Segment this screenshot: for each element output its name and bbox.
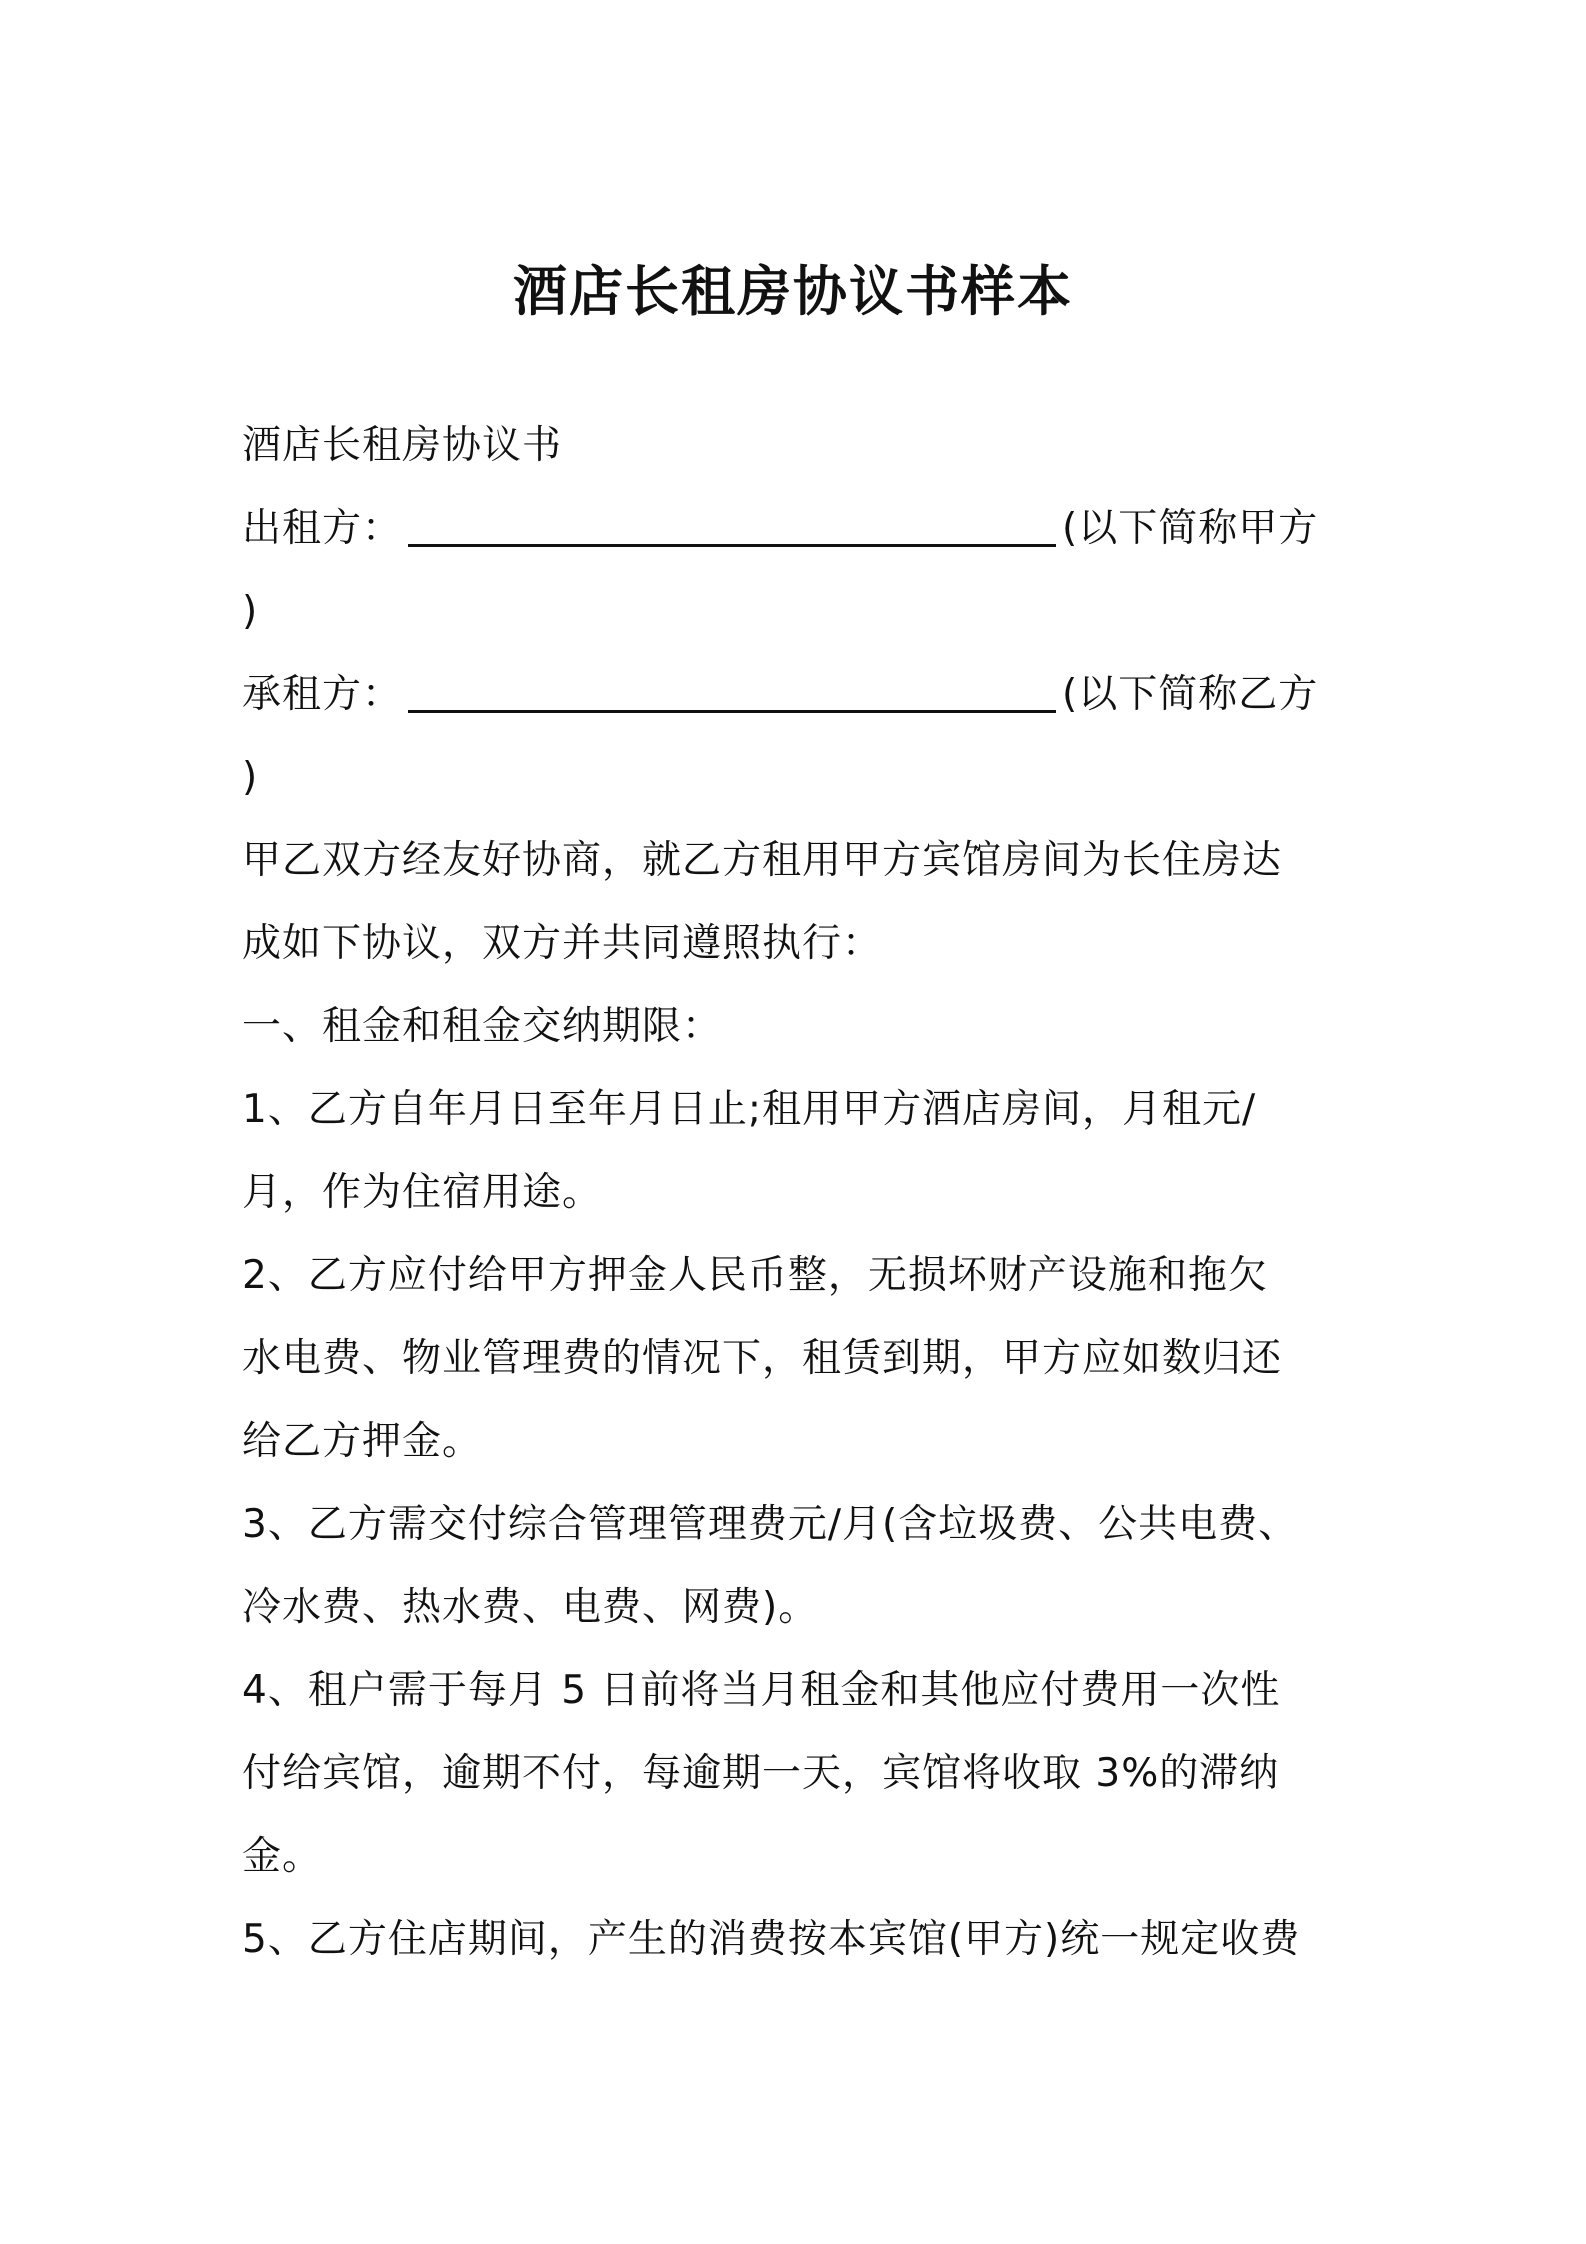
- body-line: 付给宾馆，逾期不付，每逾期一天，宾馆将收取 3%的滞纳: [242, 1751, 1280, 1796]
- body-line: 甲乙双方经友好协商，就乙方租用甲方宾馆房间为长住房达: [242, 838, 1283, 883]
- lessee-suffix: (以下简称乙方: [1062, 672, 1319, 717]
- body-line: 成如下协议，双方并共同遵照执行：: [242, 921, 883, 966]
- lessor-label: 出租方：: [242, 506, 403, 551]
- body-line: 给乙方押金。: [242, 1419, 483, 1464]
- body-line: 4、租户需于每月 5 日前将当月租金和其他应付费用一次性: [242, 1668, 1281, 1713]
- body-line: 5、乙方住店期间，产生的消费按本宾馆(甲方)统一规定收费: [242, 1917, 1301, 1962]
- section-heading: 一、租金和租金交纳期限：: [242, 1004, 723, 1049]
- document-body: [242, 404, 1362, 1981]
- lessee-blank: [408, 672, 1056, 713]
- body-line: 冷水费、热水费、电费、网费)。: [242, 1585, 819, 1630]
- body-line: 1、乙方自年月日至年月日止;租用甲方酒店房间，月租元/: [242, 1087, 1257, 1132]
- body-line: 月，作为住宿用途。: [242, 1170, 603, 1215]
- lessee-line: [242, 653, 1362, 736]
- lessor-line: [242, 487, 1362, 570]
- body-line: 金。: [242, 1834, 323, 1879]
- document-title: 酒店长租房协议书样本: [513, 260, 1073, 323]
- lessor-suffix: (以下简称甲方: [1062, 506, 1319, 551]
- body-line: 2、乙方应付给甲方押金人民币整，无损坏财产设施和拖欠: [242, 1253, 1268, 1298]
- lessor-close: ): [242, 589, 259, 634]
- subtitle: 酒店长租房协议书: [242, 423, 563, 468]
- lessee-close: ): [242, 755, 259, 800]
- body-line: 水电费、物业管理费的情况下，租赁到期，甲方应如数归还: [242, 1336, 1283, 1381]
- lessee-label: 承租方：: [242, 672, 403, 717]
- lessor-blank: [408, 506, 1056, 547]
- body-line: 3、乙方需交付综合管理管理费元/月(含垃圾费、公共电费、: [242, 1502, 1299, 1547]
